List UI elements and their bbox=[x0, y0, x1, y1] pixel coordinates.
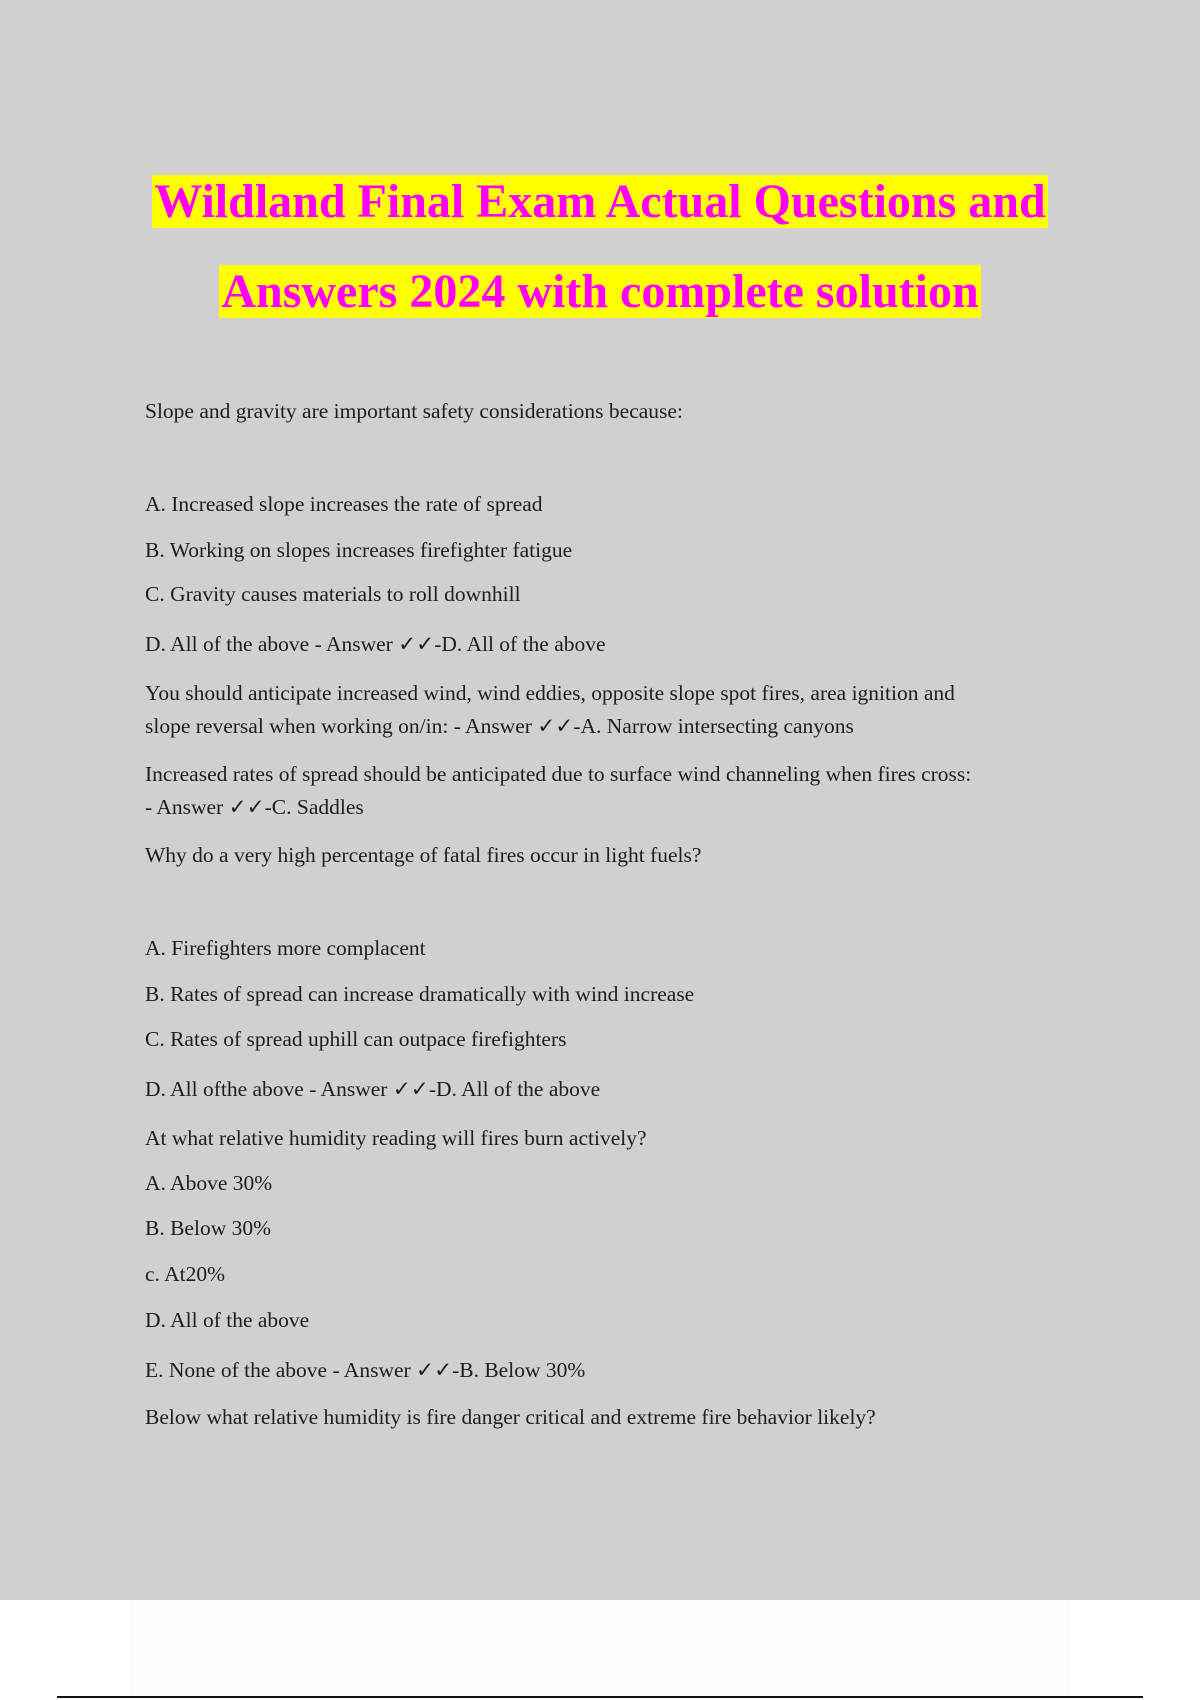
answer-option: C. Rates of spread uphill can outpace firefighters bbox=[145, 1027, 567, 1051]
question-text: Why do a very high percentage of fatal fires occur in light fuels? bbox=[145, 843, 702, 867]
answer-option: B. Rates of spread can increase dramatically with wind increase bbox=[145, 982, 695, 1006]
question-answer: - Answer ✓✓-C. Saddles bbox=[145, 795, 364, 819]
answer-option: c. At20% bbox=[145, 1262, 226, 1286]
answer-option: C. Gravity causes materials to roll downhill bbox=[145, 582, 521, 606]
answer-option: B. Working on slopes increases firefighter fatigue bbox=[145, 538, 573, 562]
question-text: You should anticipate increased wind, wind eddies, opposite slope spot fires, area ignition and bbox=[145, 681, 955, 705]
title-highlight-2: Answers 2024 with complete solution bbox=[221, 265, 979, 318]
question-text: Increased rates of spread should be anticipated due to surface wind channeling when fires cross: bbox=[145, 762, 972, 786]
answer-option: A. Increased slope increases the rate of spread bbox=[145, 492, 543, 516]
answer-option-with-answer: E. None of the above - Answer ✓✓-B. Below 30% bbox=[145, 1358, 586, 1382]
answer-option-with-answer: D. All ofthe above - Answer ✓✓-D. All of the above bbox=[145, 1077, 601, 1101]
footer-divider bbox=[57, 1696, 1143, 1698]
answer-option-with-answer: D. All of the above - Answer ✓✓-D. All of the above bbox=[145, 632, 606, 656]
answer-option: D. All of the above bbox=[145, 1308, 310, 1332]
answer-option: A. Firefighters more complacent bbox=[145, 936, 426, 960]
answer-option: B. Below 30% bbox=[145, 1216, 272, 1240]
document-title-line-1 bbox=[0, 172, 1200, 232]
answer-option: A. Above 30% bbox=[145, 1171, 273, 1195]
document-title-line-2 bbox=[0, 262, 1200, 322]
question-text: Slope and gravity are important safety considerations because: bbox=[145, 399, 683, 423]
footer-shade bbox=[130, 1600, 1070, 1696]
title-highlight-1: Wildland Final Exam Actual Questions and bbox=[154, 175, 1046, 228]
question-text: Below what relative humidity is fire danger critical and extreme fire behavior likely? bbox=[145, 1405, 876, 1429]
question-text-with-answer: slope reversal when working on/in: - Answer ✓✓-A. Narrow intersecting canyons bbox=[145, 714, 854, 738]
question-text: At what relative humidity reading will fires burn actively? bbox=[145, 1126, 647, 1150]
